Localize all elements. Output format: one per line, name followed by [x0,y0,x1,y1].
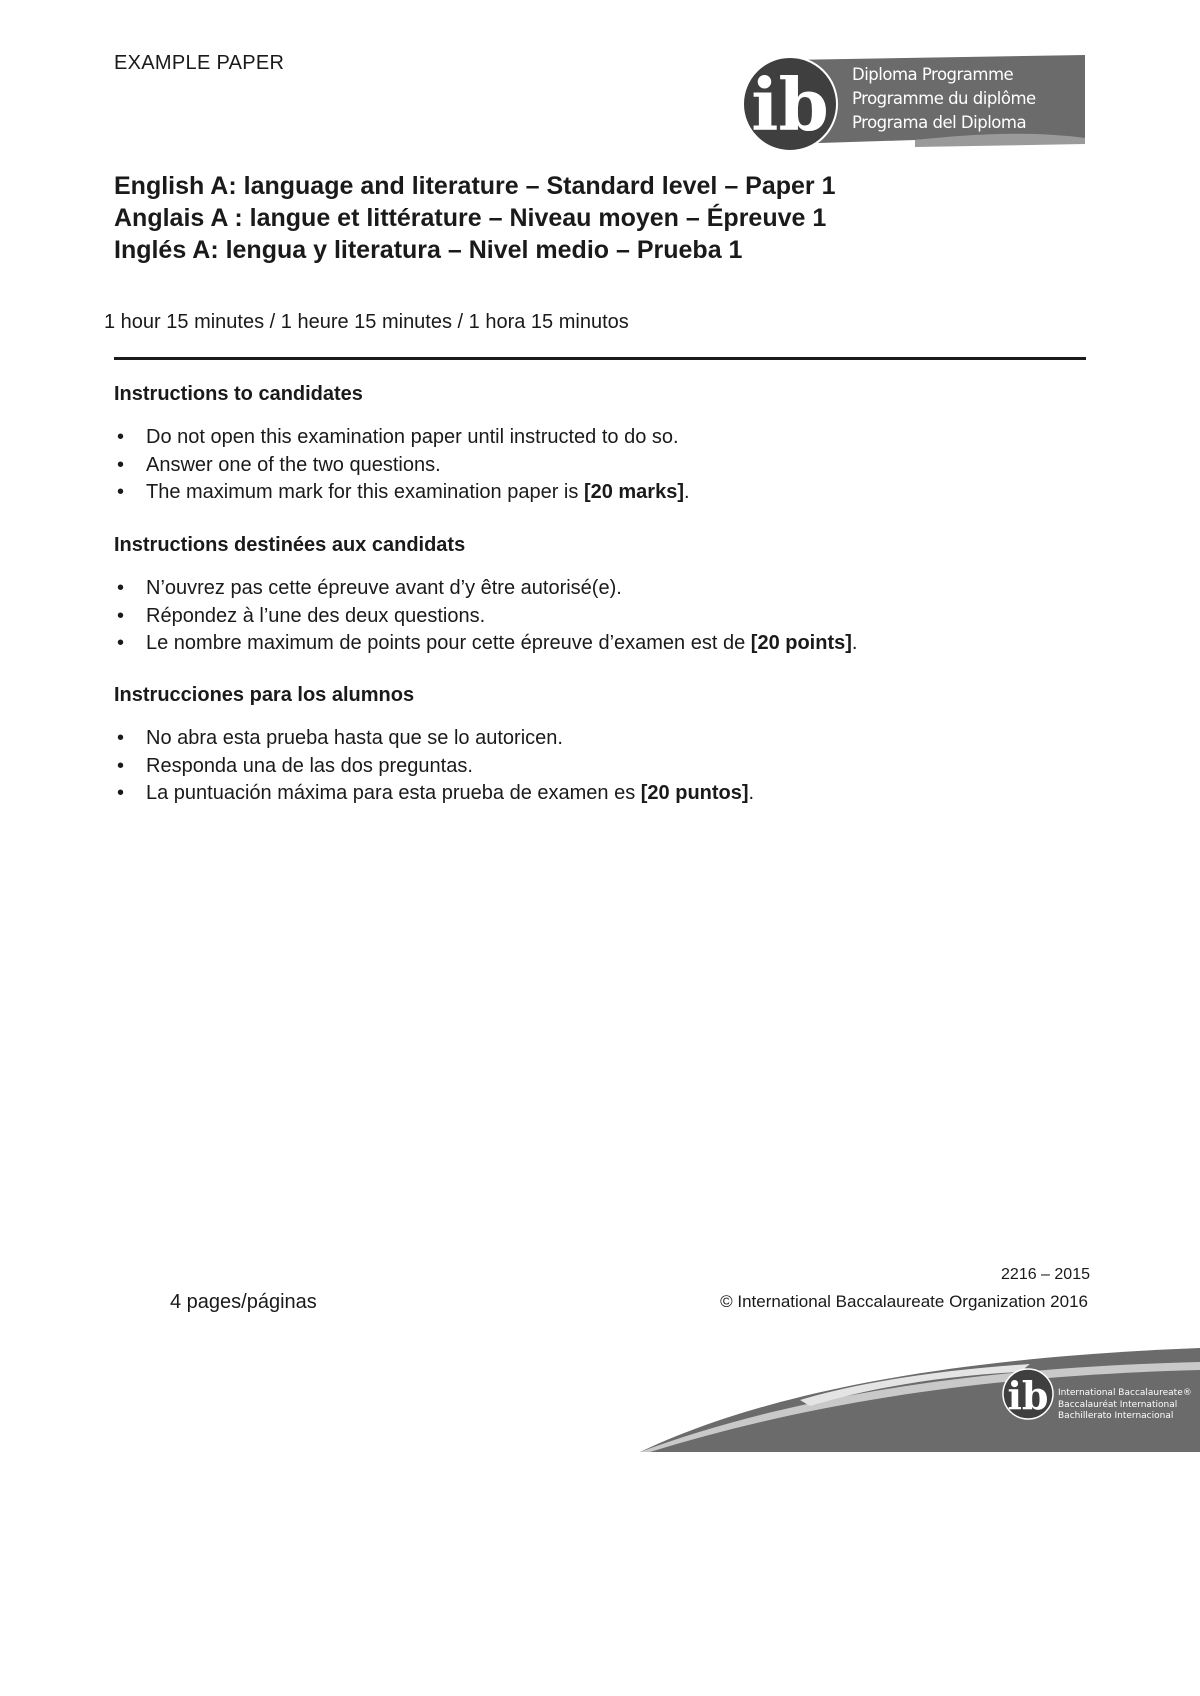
title-spanish: Inglés A: lengua y literatura – Nivel medio – Prueba 1 [114,236,743,264]
section-heading: Instrucciones para los alumnos [114,684,415,706]
paper-code: 2216 – 2015 [1001,1266,1090,1283]
max-points: [20 points] [750,632,852,654]
bullet-icon: • [117,782,125,804]
instruction-list [114,424,1086,507]
instructions-french [114,534,1086,658]
list-item: • Answer one of the two questions. [114,452,1086,480]
list-item: • La puntuación máxima para esta prueba de examen es [20 puntos]. [114,780,1086,808]
instructions-spanish [114,684,1086,808]
list-item: • The maximum mark for this examination paper is [20 marks]. [114,479,1086,507]
example-paper-label: EXAMPLE PAPER [114,52,285,74]
instruction-list [114,575,1086,658]
title-french: Anglais A : langue et littérature – Niveau moyen – Épreuve 1 [114,204,827,232]
bullet-icon: • [117,604,125,627]
ib-monogram: ib [751,62,829,147]
bullet-icon: • [117,577,125,599]
copyright-notice: © International Baccalaureate Organization 2016 [720,1292,1088,1311]
page-count: 4 pages/páginas [170,1291,317,1313]
ib-footer-logo-text [1058,1388,1192,1423]
bullet-icon: • [117,727,125,749]
section-heading: Instructions to candidates [114,383,363,405]
exam-duration: 1 hour 15 minutes / 1 heure 15 minutes / 1 hora 15 minutos [104,311,629,333]
list-item: • Le nombre maximum de points pour cette épreuve d’examen est de [20 points]. [114,630,1086,658]
instruction-list [114,725,1086,808]
footer-logo-line-fr: Baccalauréat International [1058,1399,1178,1410]
list-item: • Répondez à l’une des deux questions. [114,603,1086,631]
ib-diploma-logo-text [852,63,1036,135]
bullet-icon: • [117,754,125,777]
title-english: English A: language and literature – Standard level – Paper 1 [114,172,836,200]
bullet-icon: • [117,632,125,654]
bullet-icon: • [117,481,125,503]
footer-logo-line-es: Bachillerato Internacional [1058,1411,1174,1421]
max-puntos: [20 puntos] [640,782,749,804]
logo-line-es: Programa del Diploma [852,113,1027,132]
logo-line-en: Diploma Programme [852,65,1014,84]
max-marks: [20 marks] [583,481,684,503]
list-item: • No abra esta prueba hasta que se lo autoricen. [114,725,1086,753]
section-heading: Instructions destinées aux candidats [114,534,466,556]
list-item: • Do not open this examination paper until instructed to do so. [114,424,1086,452]
logo-line-fr: Programme du diplôme [852,89,1036,108]
footer-logo-line-en: International Baccalaureate® [1058,1388,1192,1398]
bullet-icon: • [117,453,125,476]
footer-ib-monogram: ib [1007,1373,1049,1418]
list-item: • N’ouvrez pas cette épreuve avant d’y être autorisé(e). [114,575,1086,603]
paper-titles [114,170,836,266]
list-item: • Responda una de las dos preguntas. [114,753,1086,781]
instructions-english [114,383,1086,507]
bullet-icon: • [117,426,125,448]
divider [114,357,1086,360]
